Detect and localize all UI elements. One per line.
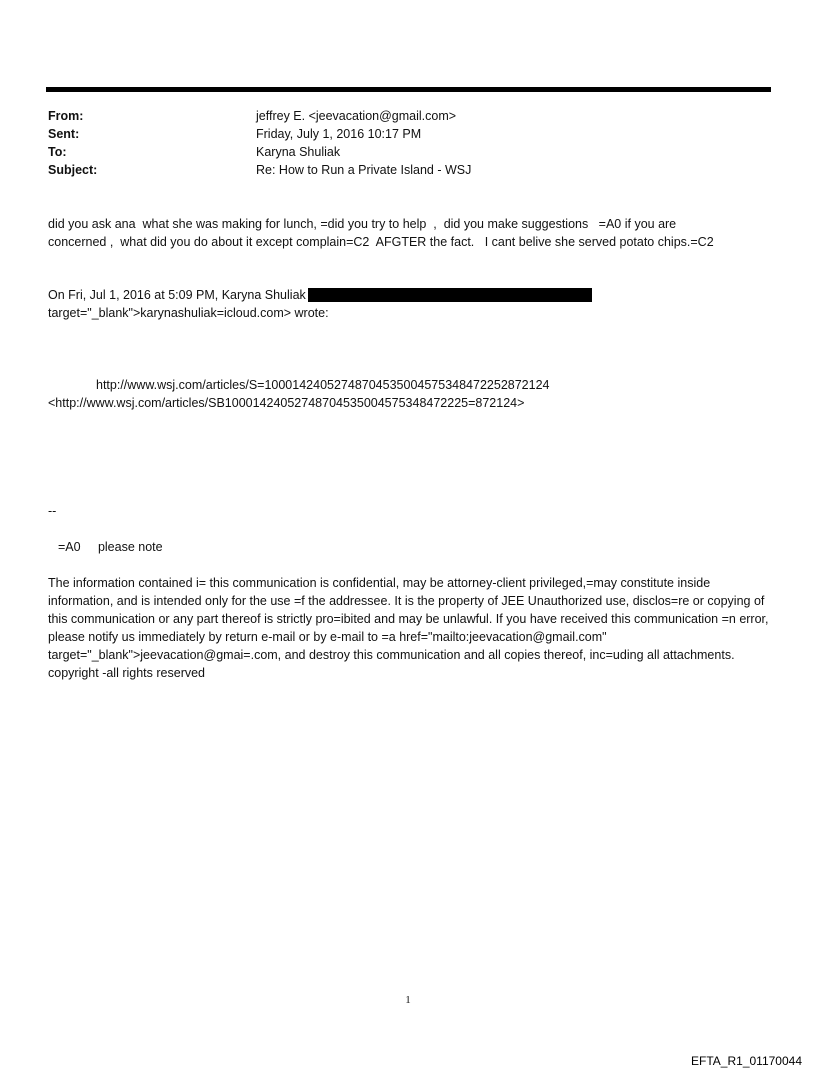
redaction-bar	[308, 288, 592, 302]
to-value: Karyna Shuliak	[256, 145, 341, 159]
header-rule	[46, 87, 771, 92]
quote-header	[48, 286, 772, 322]
document-id: EFTA_R1_01170044	[691, 1054, 802, 1068]
note-line: =A0 please note	[58, 540, 163, 554]
to-row	[48, 143, 768, 161]
from-label: From:	[48, 109, 84, 123]
disclaimer-text: The information contained i= this communication is confidential, may be attorney-client privileged,=may constitute inside information, and is intended only for the use =f the addressee. It is the property of JEE Unauthorized use, disclos=re or copying of this communication or any part thereof is strictly pro=ibited and may be unlawful. If you have received this communication =n error, please notify us immediately by return e-mail or by e-mail to =a href="mailto:jeevacation@gmail.com" target="_blank">jeevacation@gmai=.com, and destroy this communication and all copies thereof, inc=uding all attachments. copyright -all rights reserved	[48, 576, 772, 680]
sent-value: Friday, July 1, 2016 10:17 PM	[256, 127, 422, 141]
subject-value: Re: How to Run a Private Island - WSJ	[256, 163, 472, 177]
sent-row	[48, 125, 768, 143]
from-value: jeffrey E. <jeevacation@gmail.com>	[256, 109, 457, 123]
from-row	[48, 107, 768, 125]
reply-line-1: did you ask ana what she was making for lunch, =did you try to help , did you make suggestions =A0 if you are	[48, 217, 677, 231]
reply-line-2: concerned , what did you do about it except complain=C2 AFGTER the fact. I cant belive she served potato chips.=C2	[48, 235, 714, 249]
page-number: 1	[405, 994, 411, 1006]
article-link-1[interactable]: http://www.wsj.com/articles/S=10001424052748704535004575348472252872124	[96, 378, 550, 392]
subject-row	[48, 161, 768, 179]
article-links	[48, 376, 772, 412]
sent-label: Sent:	[48, 127, 80, 141]
separator: --	[48, 504, 57, 518]
quote-header-text: On Fri, Jul 1, 2016 at 5:09 PM, Karyna Shuliak	[48, 288, 306, 302]
subject-label: Subject:	[48, 163, 98, 177]
quote-header-line-1	[48, 286, 772, 304]
reply-text	[48, 215, 772, 251]
article-link-2[interactable]: <http://www.wsj.com/articles/SB10001424052748704535004575348472225=872124>	[48, 396, 525, 410]
to-label: To:	[48, 145, 67, 159]
disclaimer-block	[48, 574, 772, 682]
quote-header-line-2: target="_blank">karynashuliak=icloud.com> wrote:	[48, 306, 329, 320]
signature-separator	[48, 502, 772, 520]
email-header	[48, 107, 768, 179]
note-block	[58, 538, 782, 556]
